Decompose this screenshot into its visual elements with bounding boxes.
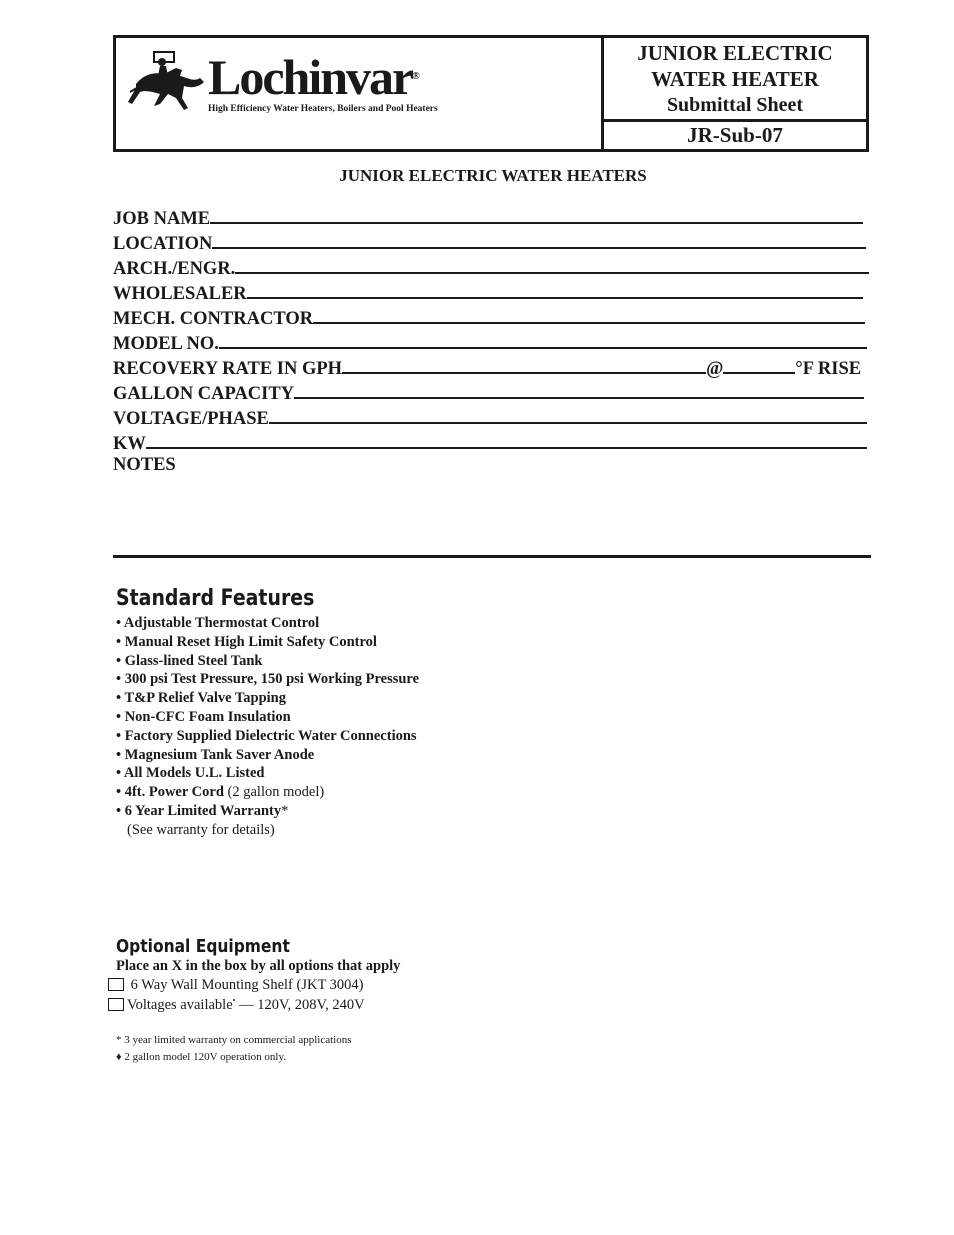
warranty-label: • 6 Year Limited Warranty xyxy=(116,802,282,819)
page-heading: JUNIOR ELECTRIC WATER HEATERS xyxy=(339,166,647,185)
list-item: • Adjustable Thermostat Control xyxy=(116,615,320,631)
list-item: • All Models U.L. Listed xyxy=(116,765,265,782)
field-label: LOCATION xyxy=(113,234,213,254)
optional-equipment-title: Optional Equipment xyxy=(116,936,290,957)
fill-line[interactable] xyxy=(247,279,863,299)
list-item: • 300 psi Test Pressure, 150 psi Working Pressure xyxy=(116,671,420,688)
fill-line[interactable] xyxy=(212,229,866,249)
field-label: MECH. CONTRACTOR xyxy=(113,309,314,329)
list-item: • Non-CFC Foam Insulation xyxy=(116,708,291,725)
brand-name: Lochinvar® xyxy=(208,49,420,105)
option-label: Voltages available xyxy=(127,996,233,1013)
footnote-warranty: * 3 year limited warranty on commercial applications xyxy=(116,1034,352,1046)
brand-tagline: High Efficiency Water Heaters, Boilers and Pool Heaters xyxy=(208,104,438,114)
list-item: • Manual Reset High Limit Safety Control xyxy=(116,633,377,650)
field-voltage-phase[interactable] xyxy=(113,404,873,429)
document-code: JR-Sub-07 xyxy=(687,123,783,147)
field-model-no[interactable] xyxy=(113,329,873,354)
rise-unit: °F RISE xyxy=(795,359,862,379)
field-recovery-rate[interactable] xyxy=(113,354,873,379)
title-line-2: WATER HEATER xyxy=(651,67,819,91)
power-cord-detail: (2 gallon model) xyxy=(223,784,325,801)
fill-line[interactable] xyxy=(269,404,867,424)
field-arch-engr[interactable] xyxy=(113,254,873,279)
fill-line[interactable] xyxy=(219,329,867,349)
standard-features-list xyxy=(116,614,419,840)
rise-fill-line[interactable] xyxy=(723,354,795,374)
document-title xyxy=(604,38,866,122)
warranty-note: (See warranty for details) xyxy=(127,821,275,838)
title-line-1: JUNIOR ELECTRIC xyxy=(637,41,833,65)
fill-line[interactable] xyxy=(313,304,865,324)
registered-mark: ® xyxy=(412,71,420,82)
diamond-mark: • xyxy=(232,996,236,1005)
warranty-asterisk: * xyxy=(281,802,289,819)
field-gallon-capacity[interactable] xyxy=(113,379,873,404)
option-voltages-list: — 120V, 208V, 240V xyxy=(235,996,365,1013)
field-label: KW xyxy=(113,434,146,454)
field-label: MODEL NO. xyxy=(113,334,219,354)
list-item: • Factory Supplied Dielectric Water Connections xyxy=(116,727,417,744)
option-label: 6 Way Wall Mounting Shelf (JKT 3004) xyxy=(127,977,364,993)
at-symbol: @ xyxy=(706,359,724,379)
fill-line[interactable] xyxy=(294,379,864,399)
field-wholesaler[interactable] xyxy=(113,279,873,304)
field-label: VOLTAGE/PHASE xyxy=(113,409,269,429)
field-label: WHOLESALER xyxy=(113,284,247,304)
field-mech-contractor[interactable] xyxy=(113,304,873,329)
power-cord-label: • 4ft. Power Cord xyxy=(116,784,224,801)
list-item-power-cord xyxy=(116,783,419,802)
field-label: JOB NAME xyxy=(113,209,211,229)
list-item-warranty xyxy=(116,802,419,821)
optional-instruction: Place an X in the box by all options that apply xyxy=(116,958,401,974)
option-wall-shelf[interactable] xyxy=(108,977,364,994)
list-item: • Magnesium Tank Saver Anode xyxy=(116,746,315,763)
horse-rider-logo-icon xyxy=(124,48,210,114)
logo-cell xyxy=(116,38,601,149)
option-checkbox[interactable] xyxy=(108,978,124,991)
field-job-name[interactable] xyxy=(113,204,873,229)
list-item: • Glass-lined Steel Tank xyxy=(116,652,263,669)
fill-line[interactable] xyxy=(235,254,869,274)
field-kw[interactable] xyxy=(113,429,873,454)
option-checkbox[interactable] xyxy=(108,998,124,1011)
field-label: ARCH./ENGR. xyxy=(113,259,236,279)
fill-line[interactable] xyxy=(146,429,867,449)
field-label: GALLON CAPACITY xyxy=(113,384,295,404)
standard-features-title: Standard Features xyxy=(116,586,315,611)
footnote-voltage: ♦ 2 gallon model 120V operation only. xyxy=(116,1051,286,1063)
notes-label[interactable]: NOTES xyxy=(113,455,176,475)
title-cell xyxy=(601,38,866,149)
field-label: RECOVERY RATE IN GPH xyxy=(113,359,343,379)
section-divider xyxy=(113,555,871,558)
field-location[interactable] xyxy=(113,229,873,254)
header-box xyxy=(113,35,869,152)
list-item: • T&P Relief Valve Tapping xyxy=(116,690,286,707)
fill-line[interactable] xyxy=(210,204,863,224)
option-voltages[interactable] xyxy=(108,996,365,1014)
fill-line[interactable] xyxy=(342,354,706,374)
title-line-3: Submittal Sheet xyxy=(666,94,804,116)
